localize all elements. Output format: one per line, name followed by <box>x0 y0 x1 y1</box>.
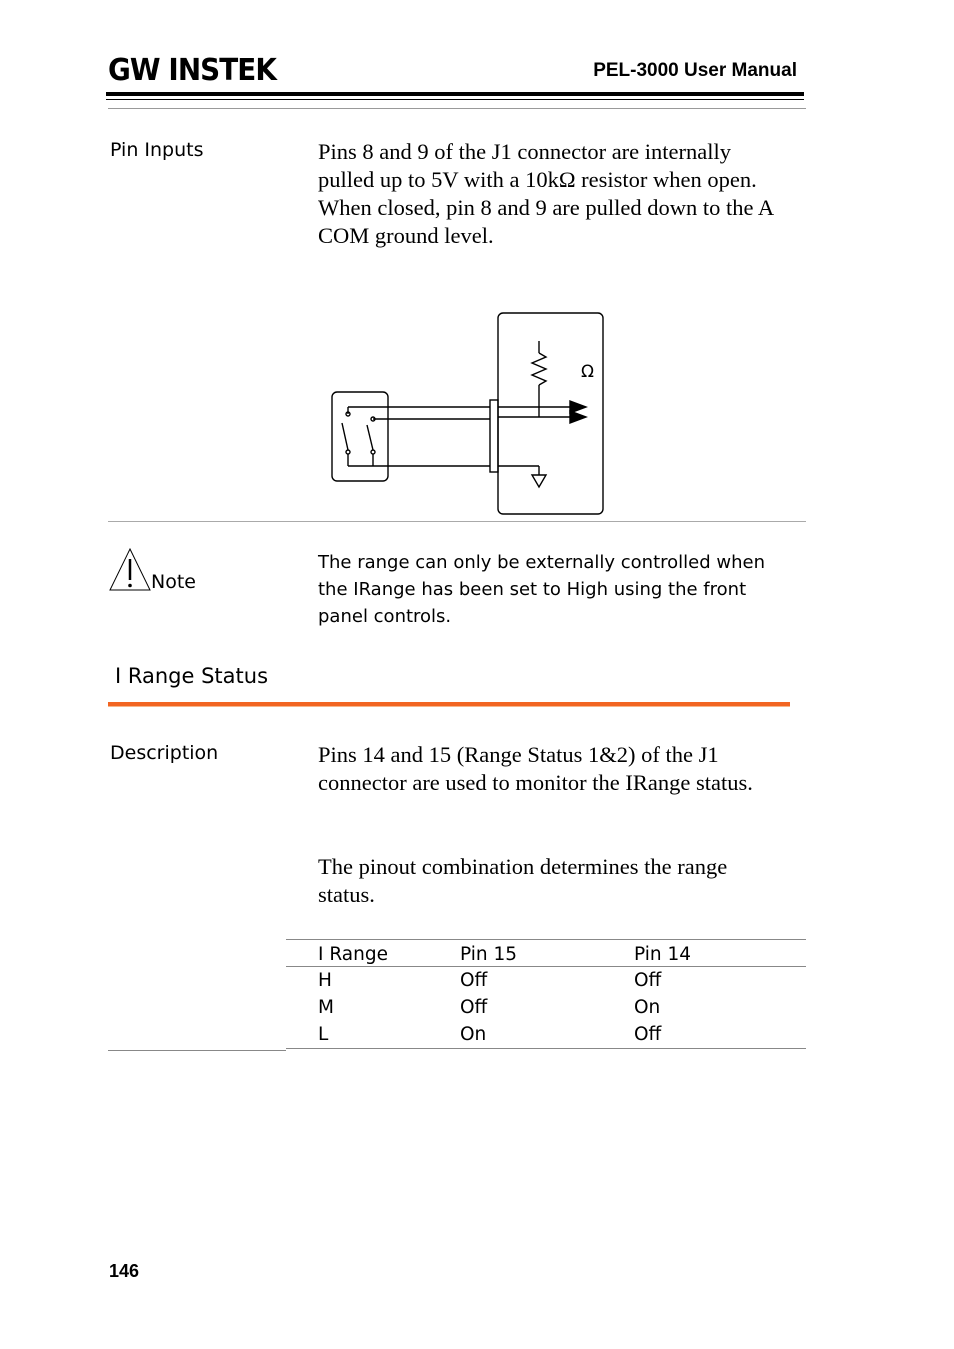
section-title-underline <box>108 702 790 707</box>
table-cell: Off <box>634 1021 806 1049</box>
column-header-i-range: I Range <box>286 940 460 967</box>
table-cell: Off <box>634 970 662 991</box>
j1-connector <box>490 400 498 472</box>
table-cell: On <box>634 997 661 1018</box>
note-label: Note <box>151 571 196 593</box>
table-bottom-rule <box>108 1050 286 1051</box>
table-cell: Off <box>460 970 488 991</box>
header-rule-thin <box>106 99 804 100</box>
table-cell: Off <box>460 997 488 1018</box>
description-label: Description <box>110 742 219 764</box>
pin-inputs-label: Pin Inputs <box>110 139 204 161</box>
section-separator <box>108 521 806 522</box>
description-paragraph-1: Pins 14 and 15 (Range Status 1&2) of the J1 connector are used to monitor the IRange status. <box>318 742 753 795</box>
table-row <box>286 1021 806 1049</box>
table-row <box>286 967 806 995</box>
switch-contact <box>346 450 350 454</box>
header-rule-thick <box>106 92 804 96</box>
switch-box <box>332 392 388 481</box>
switch-lever <box>342 423 348 450</box>
switch-contact <box>371 450 375 454</box>
description-paragraph-2: The pinout combination determines the range status. <box>318 854 728 907</box>
table-header-row <box>286 940 806 967</box>
range-status-table <box>286 939 806 1049</box>
logo-text: GW INSTEK <box>108 53 278 86</box>
column-header-pin-15: Pin 15 <box>460 940 634 967</box>
pin-inputs-text: Pins 8 and 9 of the J1 connector are internally pulled up to 5V with a 10kΩ resistor when open. When closed, pin 8 and 9 are pulled down to the A COM ground level. <box>318 139 773 248</box>
table-cell: M <box>318 997 334 1018</box>
instrument-box <box>498 313 603 514</box>
table-row <box>286 994 806 1021</box>
page-number: 146 <box>109 1261 140 1281</box>
warning-icon <box>108 547 152 593</box>
manual-title: PEL-3000 User Manual <box>593 60 797 81</box>
section-title: I Range Status <box>115 664 269 688</box>
ground-icon <box>532 475 546 487</box>
note-text: The range can only be externally controlled when the IRange has been set to High using the front panel controls. <box>318 552 766 627</box>
header-rule-light <box>108 108 806 109</box>
table-cell: L <box>286 1021 460 1049</box>
switch-lever <box>367 425 373 450</box>
ohm-label: Ω <box>581 362 594 382</box>
table-cell: H <box>318 970 332 991</box>
pin-input-circuit-diagram <box>320 305 620 525</box>
table-cell: On <box>460 1021 634 1049</box>
arrow-icon <box>570 411 586 423</box>
logo-graphic <box>108 52 278 86</box>
pullup-resistor <box>532 353 546 385</box>
gw-instek-logo <box>108 52 278 86</box>
column-header-pin-14: Pin 14 <box>634 940 806 967</box>
